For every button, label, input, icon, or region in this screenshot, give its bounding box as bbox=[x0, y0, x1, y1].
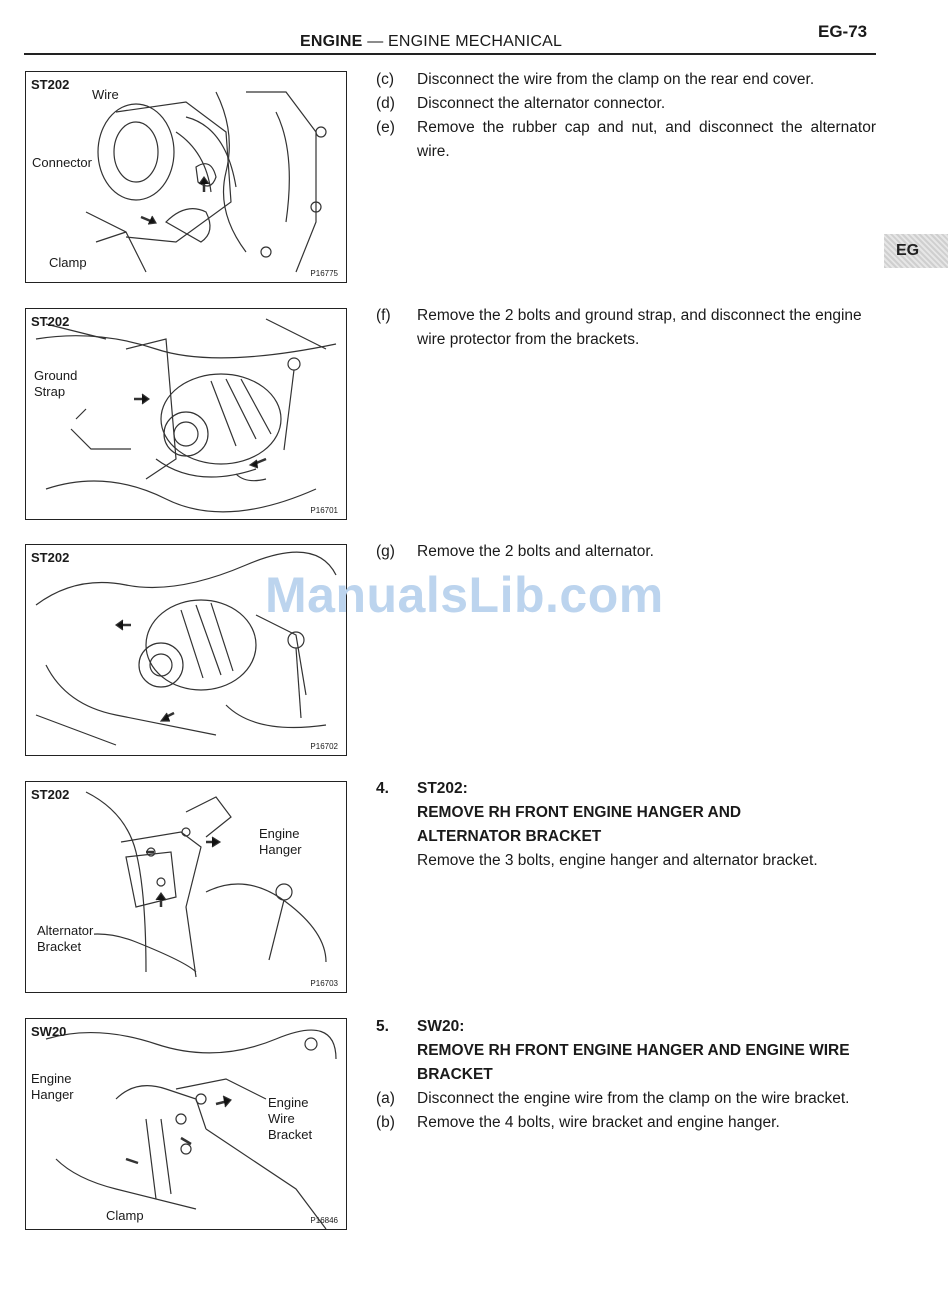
header-section: ENGINE bbox=[300, 33, 363, 50]
header-subsection: — ENGINE MECHANICAL bbox=[362, 33, 563, 50]
figure-code: P16701 bbox=[310, 506, 338, 515]
step-5a bbox=[376, 1087, 876, 1111]
step-text: Remove the 2 bolts and alternator. bbox=[417, 543, 654, 560]
figure-code: P16846 bbox=[310, 1216, 338, 1225]
step-5 bbox=[376, 1015, 876, 1135]
callout-engine-hanger: Engine Hanger bbox=[259, 826, 302, 857]
figure-engine-hanger-bracket bbox=[25, 781, 347, 993]
callout-clamp: Clamp bbox=[49, 255, 87, 270]
step-marker: (b) bbox=[376, 1114, 395, 1131]
step-5-heading-row bbox=[376, 1015, 876, 1087]
step-group-c-e bbox=[376, 68, 876, 164]
callout-connector: Connector bbox=[32, 155, 92, 170]
engine-illustration bbox=[26, 782, 347, 993]
figure-model-label: ST202 bbox=[31, 77, 70, 92]
step-model: ST202: bbox=[417, 780, 468, 797]
step-5-body bbox=[417, 1015, 876, 1087]
step-g bbox=[376, 540, 876, 564]
step-d bbox=[376, 92, 876, 116]
step-marker: (c) bbox=[376, 71, 395, 88]
step-marker: (e) bbox=[376, 119, 395, 136]
step-f bbox=[376, 304, 876, 352]
step-text: Remove the rubber cap and nut, and disconnect the alternator wire. bbox=[417, 119, 876, 160]
figure-model-label: ST202 bbox=[31, 550, 70, 565]
step-text: Remove the 2 bolts and ground strap, and disconnect the engine wire protector from the brackets. bbox=[417, 307, 862, 348]
step-4-body bbox=[417, 777, 876, 873]
step-4-heading-row bbox=[376, 777, 876, 873]
watermark: ManualsLib.com bbox=[265, 567, 664, 623]
callout-engine-wire-bracket: Engine Wire Bracket bbox=[268, 1095, 313, 1142]
figure-code: P16775 bbox=[310, 269, 338, 278]
step-marker: 4. bbox=[376, 780, 389, 797]
step-marker: (f) bbox=[376, 307, 391, 324]
callout-clamp: Clamp bbox=[106, 1208, 144, 1223]
figure-model-label: ST202 bbox=[31, 314, 70, 329]
step-e bbox=[376, 116, 876, 164]
step-4 bbox=[376, 777, 876, 873]
step-marker: 5. bbox=[376, 1018, 389, 1035]
figure-ground-strap bbox=[25, 308, 347, 520]
step-c bbox=[376, 68, 876, 92]
step-5b bbox=[376, 1111, 876, 1135]
step-text: Remove the 4 bolts, wire bracket and engine hanger. bbox=[417, 1114, 780, 1131]
step-title: REMOVE RH FRONT ENGINE HANGER AND ALTERNATOR BRACKET bbox=[417, 804, 742, 845]
step-text: Disconnect the wire from the clamp on the rear end cover. bbox=[417, 71, 815, 88]
step-text: Disconnect the alternator connector. bbox=[417, 95, 666, 112]
step-text: Disconnect the engine wire from the clamp on the wire bracket. bbox=[417, 1090, 850, 1107]
figure-code: P16703 bbox=[310, 979, 338, 988]
engine-illustration bbox=[26, 72, 347, 283]
figure-code: P16702 bbox=[310, 742, 338, 751]
section-side-tab: EG bbox=[884, 234, 948, 268]
step-model: SW20: bbox=[417, 1018, 465, 1035]
callout-engine-hanger: Engine Hanger bbox=[31, 1071, 74, 1102]
figure-alternator-wire bbox=[25, 71, 347, 283]
page-header-title bbox=[300, 33, 562, 51]
figure-engine-wire-bracket bbox=[25, 1018, 347, 1230]
header-divider bbox=[24, 53, 876, 55]
callout-ground-strap: Ground Strap bbox=[34, 368, 78, 399]
step-group-g bbox=[376, 540, 876, 564]
callout-alternator-bracket: Alternator Bracket bbox=[37, 923, 94, 954]
figure-model-label: SW20 bbox=[31, 1024, 67, 1039]
step-text: Remove the 3 bolts, engine hanger and alternator bracket. bbox=[417, 852, 818, 869]
page-number: EG-73 bbox=[818, 22, 868, 41]
step-group-f bbox=[376, 304, 876, 352]
callout-wire: Wire bbox=[92, 87, 119, 102]
engine-illustration bbox=[26, 309, 347, 520]
step-marker: (d) bbox=[376, 95, 395, 112]
step-marker: (a) bbox=[376, 1090, 395, 1107]
figure-model-label: ST202 bbox=[31, 787, 70, 802]
step-title: REMOVE RH FRONT ENGINE HANGER AND ENGINE WIRE BRACKET bbox=[417, 1042, 850, 1083]
step-marker: (g) bbox=[376, 543, 395, 560]
